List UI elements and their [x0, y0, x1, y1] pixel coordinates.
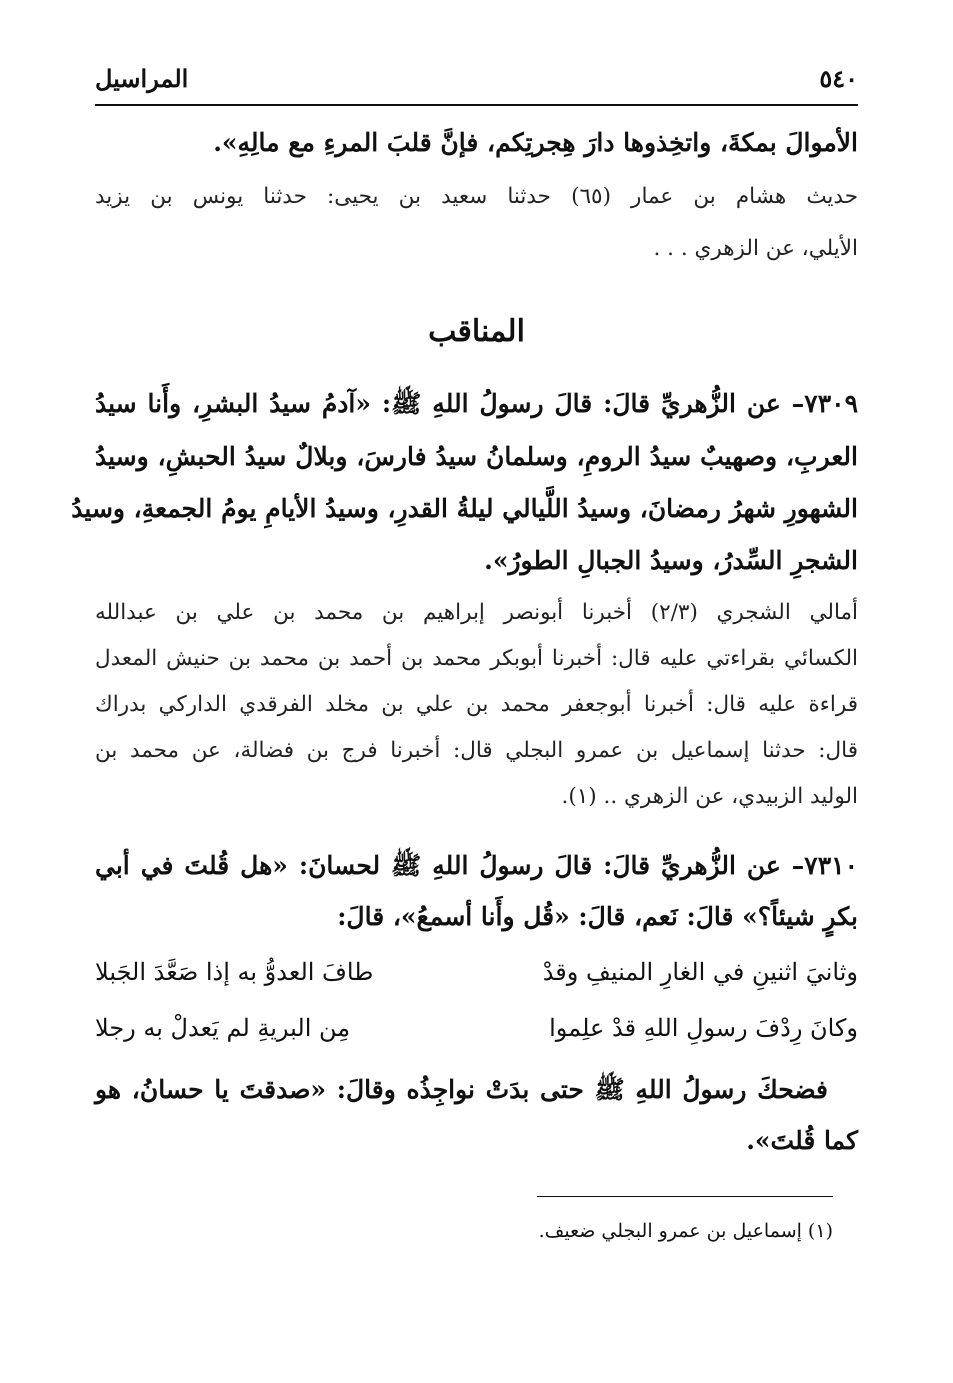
poem-verse — [95, 1014, 858, 1042]
verse-second-hemistich: مِن البريةِ لم يَعدلْ به رجلا — [95, 1014, 351, 1042]
hadith-line: الشجرِ السِّدرُ، وسيدُ الجبالِ الطورُ». — [484, 546, 858, 575]
hadith-line: بكرٍ شيئاً؟» قالَ: نَعم، قالَ: «قُل وأَنا أسمعُ»، قالَ: — [337, 902, 858, 931]
verse-first-hemistich: وثانيَ اثنينِ في الغارِ المنيفِ وقدْ — [542, 958, 858, 986]
header-divider — [95, 104, 858, 106]
source-line: أمالي الشجري (٢/٣) أخبرنا أبونصر إبراهيم بن محمد بن علي بن عبدالله — [95, 600, 859, 625]
text-line: الأموالَ بمكةَ، واتخِذوها دارَ هِجرتِكم، فإنَّ قلبَ المرءِ مع مالِهِ». — [213, 128, 858, 157]
page-number: ٥٤٠ — [819, 63, 858, 93]
source-line: حديث هشام بن عمار (٦٥) حدثنا سعيد بن يحيى: حدثنا يونس بن يزيد — [95, 184, 858, 209]
hadith-line: ٧٣١٠– عن الزُّهريِّ قالَ: قالَ رسولُ اللهِ ﷺ لحسانَ: «هل قُلتَ في أبي — [95, 851, 858, 880]
footnote-divider — [537, 1196, 833, 1197]
poem-verse — [95, 958, 858, 986]
source-line: قراءة عليه قال: أخبرنا أبوجعفر محمد بن علي بن مخلد الفرقدي الداركي بدراك — [95, 692, 858, 717]
verse-second-hemistich: طافَ العدوُّ به إذا صَعَّدَ الجَبلا — [95, 958, 374, 986]
hadith-line: كما قُلتَ». — [746, 1126, 858, 1155]
source-line: الوليد الزبيدي، عن الزهري .. (١). — [561, 784, 858, 809]
page-header — [95, 58, 858, 98]
hadith-line: ٧٣٠٩– عن الزُّهريِّ قالَ: قالَ رسولُ اللهِ ﷺ: «آدمُ سيدُ البشرِ، وأَنا سيدُ — [95, 389, 858, 418]
running-title: المراسيل — [95, 63, 189, 93]
hadith-line: فضحكَ رسولُ اللهِ ﷺ حتى بدَتْ نواجِذُه وقالَ: «صدقتَ يا حسانُ، هو — [95, 1075, 828, 1104]
hadith-line: العربِ، وصهيبٌ سيدُ الرومِ، وسلمانُ سيدُ فارسَ، وبلالٌ سيدُ الحبشِ، وسيدُ — [95, 442, 858, 471]
footnote: (١) إسماعيل بن عمرو البجلي ضعيف. — [538, 1220, 833, 1242]
source-line: الكسائي بقراءتي عليه قال: أخبرنا أبوبكر محمد بن أحمد بن محمد بن حنيش المعدل — [95, 646, 858, 671]
source-line: الأيلي، عن الزهري . . . — [653, 236, 858, 261]
verse-first-hemistich: وكانَ رِدْفَ رسولِ اللهِ قدْ علِموا — [549, 1014, 858, 1042]
source-line: قال: حدثنا إسماعيل بن عمرو البجلي قال: أخبرنا فرج بن فضالة، عن محمد بن — [95, 738, 858, 763]
hadith-line: الشهورِ شهرُ رمضانَ، وسيدُ اللَّيالي ليلةُ القدرِ، وسيدُ الأيامِ يومُ الجمعةِ، وسيدُ — [71, 494, 858, 523]
section-heading: المناقب — [428, 314, 525, 349]
